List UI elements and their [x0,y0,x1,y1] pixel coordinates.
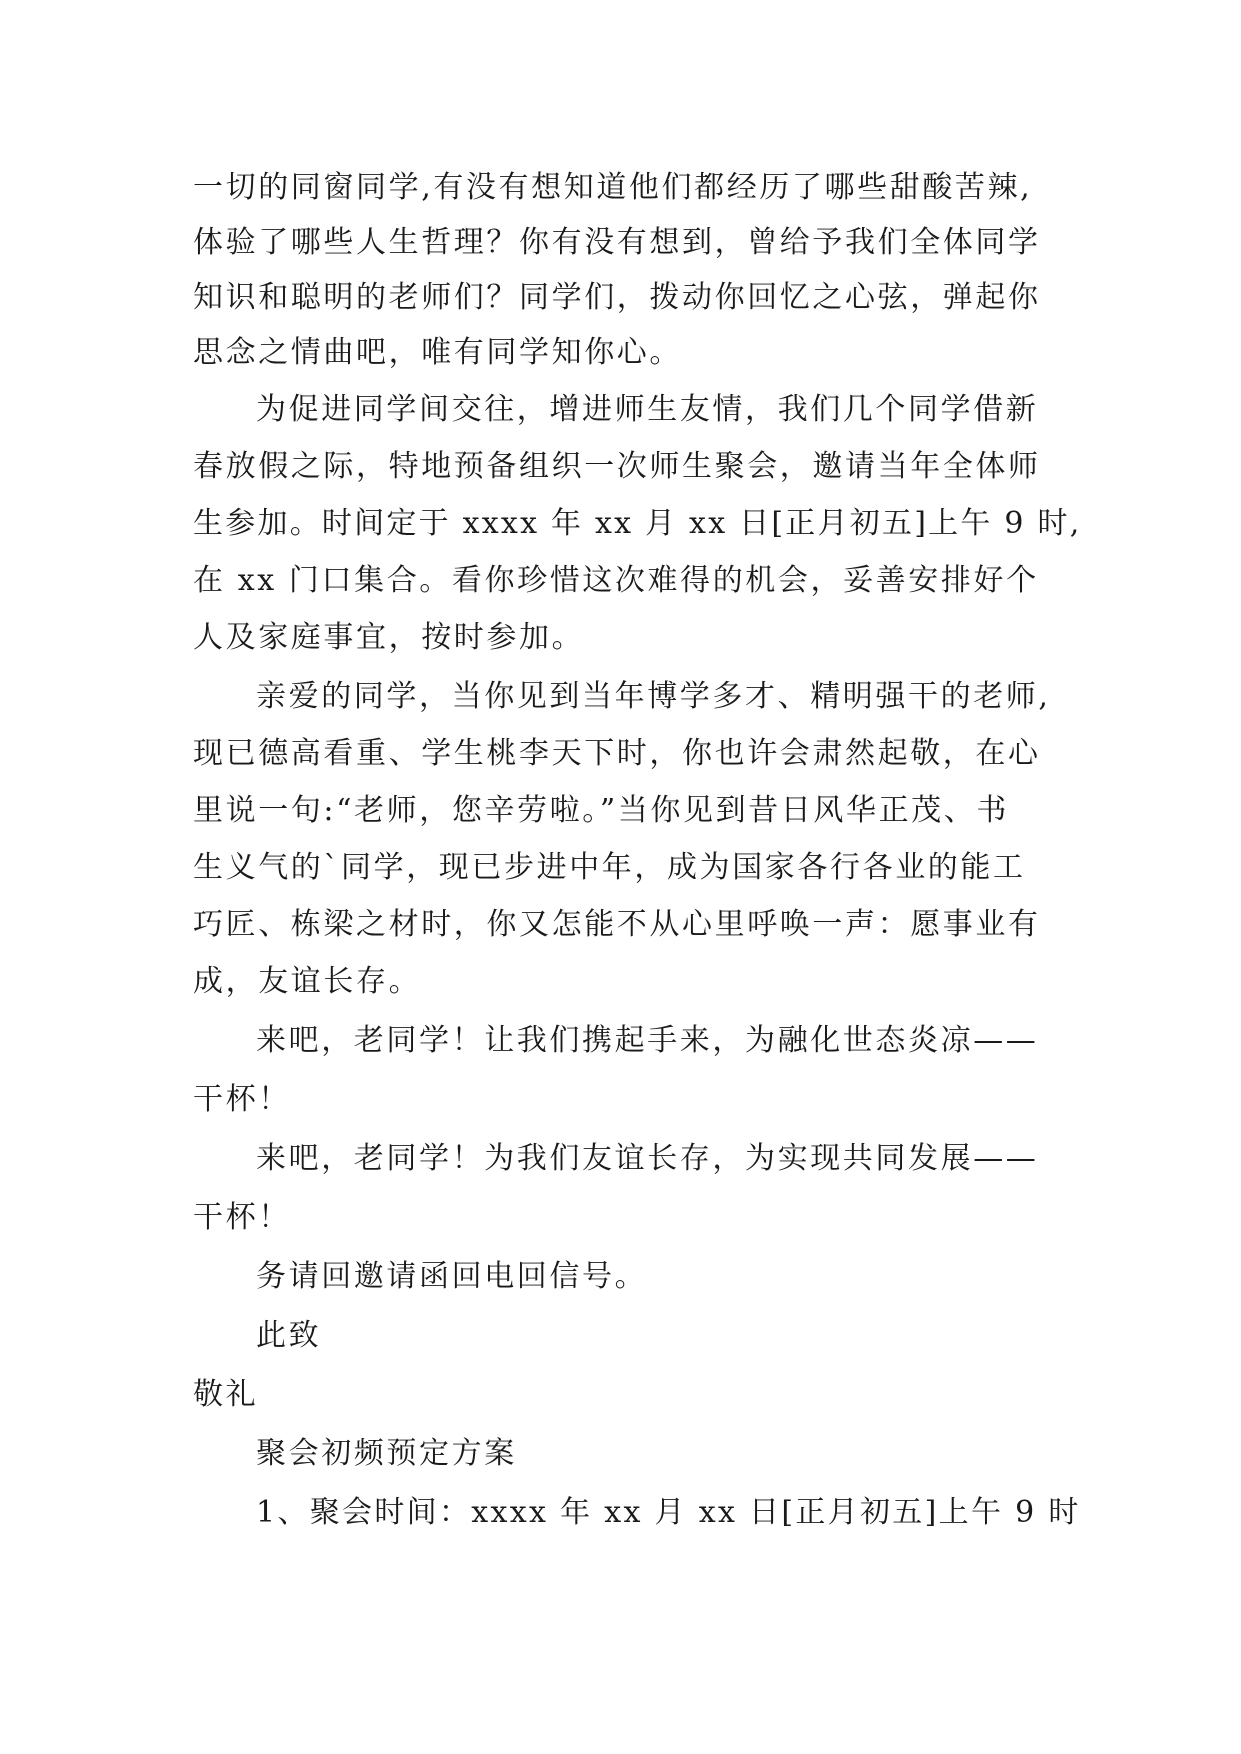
text-line: 亲爱的同学，当你见到当年博学多才、精明强干的老师, [256,679,1051,714]
text-line: 知识和聪明的老师们？同学们，拨动你回忆之心弦，弹起你 [193,280,1041,315]
text-line: 此致 [256,1318,322,1353]
text-line: 聚会初频预定方案 [256,1436,517,1471]
text-line: 思念之情曲吧，唯有同学知你心。 [193,335,682,370]
text-line: 巧匠、栋梁之材时，你又怎能不从心里呼唤一声：愿事业有 [193,907,1041,942]
text-line: 生义气的`同学，现已步进中年，成为国家各行各业的能工 [193,850,1026,885]
text-line: 为促进同学间交往，增进师生友情，我们几个同学借新 [256,392,1039,427]
text-line: 现已德高看重、学生桃李天下时，你也许会肃然起敬，在心 [193,736,1041,771]
text-line: 里说一句:“老师，您辛劳啦。”当你见到昔日风华正茂、书 [193,793,1009,828]
text-line: 干杯！ [193,1082,291,1117]
text-line: 一切的同窗同学,有没有想知道他们都经历了哪些甜酸苦辣, [193,170,1033,205]
text-line: 来吧，老同学！为我们友谊长存，为实现共同发展—— [256,1141,1039,1176]
text-line: 成，友谊长存。 [193,964,422,999]
text-line: 春放假之际，特地预备组织一次师生聚会，邀请当年全体师 [193,449,1041,484]
text-line: 1、聚会时间：xxxx 年 xx 月 xx 日[正月初五]上午 9 时 [256,1495,1081,1530]
text-line: 务请回邀请函回电回信号。 [256,1259,648,1294]
text-line: 干杯！ [193,1200,291,1235]
text-line: 人及家庭事宜，按时参加。 [193,620,585,655]
text-line: 体验了哪些人生哲理？你有没有想到，曾给予我们全体同学 [193,225,1041,260]
text-line: 来吧，老同学！让我们携起手来，为融化世态炎凉—— [256,1023,1039,1058]
text-line: 在 xx 门口集合。看你珍惜这次难得的机会，妥善安排好个 [193,563,1039,598]
text-line: 生参加。时间定于 xxxx 年 xx 月 xx 日[正月初五]上午 9 时, [193,506,1082,541]
text-line: 敬礼 [193,1377,259,1412]
